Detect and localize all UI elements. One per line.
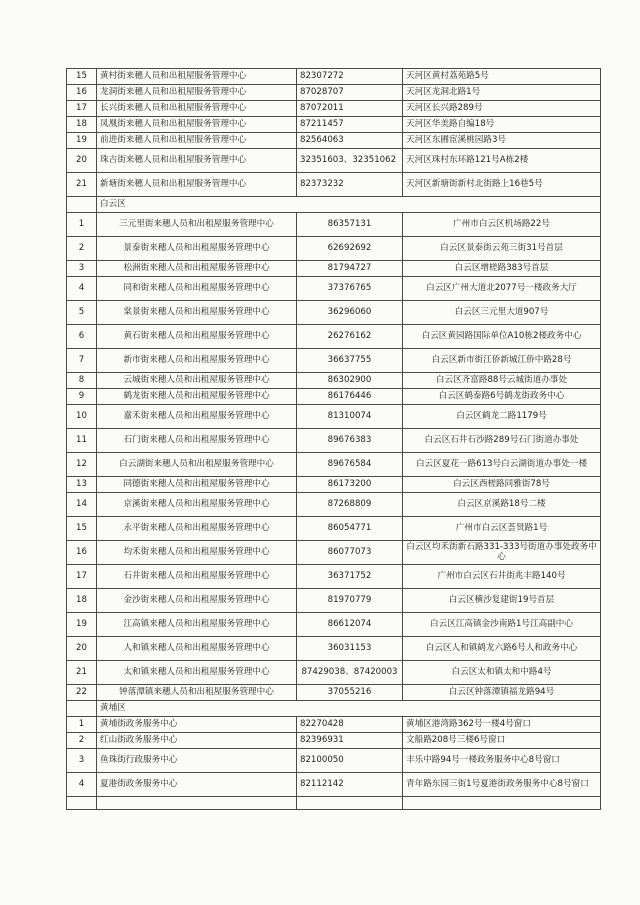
address: 白云区广州大道北2077号一楼政务大厅	[403, 277, 601, 301]
phone: 87268809	[297, 493, 403, 517]
empty-cell	[97, 797, 297, 810]
center-name: 松洲街来穗人员和出租屋服务管理中心	[97, 261, 297, 277]
address: 天河区珠村东环路121号A栋2楼	[403, 149, 601, 173]
table-row	[67, 133, 601, 149]
table-row	[67, 373, 601, 389]
address: 天河区东圃宦溪桃园路3号	[403, 133, 601, 149]
section-spacer	[67, 701, 97, 717]
address: 天河区新塘街新村北街路上16巷5号	[403, 173, 601, 197]
phone: 81310074	[297, 405, 403, 429]
table-row	[67, 717, 601, 733]
document-page	[66, 68, 600, 810]
phone: 86054771	[297, 517, 403, 541]
table-row	[67, 101, 601, 117]
table-row	[67, 685, 601, 701]
address: 广州市白云区机场路22号	[403, 213, 601, 237]
row-number: 4	[67, 773, 97, 797]
row-number: 4	[67, 277, 97, 301]
row-number: 22	[67, 685, 97, 701]
row-number: 9	[67, 389, 97, 405]
phone: 89676383	[297, 429, 403, 453]
center-name: 长兴街来穗人员和出租屋服务管理中心	[97, 101, 297, 117]
center-name: 鹤龙街来穗人员和出租屋服务管理中心	[97, 389, 297, 405]
row-number: 2	[67, 237, 97, 261]
phone: 81970779	[297, 589, 403, 613]
address: 天河区长兴路289号	[403, 101, 601, 117]
phone: 36296060	[297, 301, 403, 325]
center-name: 同和街来穗人员和出租屋服务管理中心	[97, 277, 297, 301]
empty-cell	[297, 797, 403, 810]
table-row	[67, 773, 601, 797]
phone: 82270428	[297, 717, 403, 733]
table-row	[67, 733, 601, 749]
table-row	[67, 637, 601, 661]
row-number: 20	[67, 149, 97, 173]
row-number: 1	[67, 213, 97, 237]
row-number: 7	[67, 349, 97, 373]
table-row	[67, 69, 601, 85]
row-number: 3	[67, 749, 97, 773]
row-number: 3	[67, 261, 97, 277]
row-number: 11	[67, 429, 97, 453]
table-row	[67, 405, 601, 429]
phone: 82396931	[297, 733, 403, 749]
row-number: 2	[67, 733, 97, 749]
phone: 86302900	[297, 373, 403, 389]
address: 白云区景泰街云苑三街31号首层	[403, 237, 601, 261]
row-number: 18	[67, 117, 97, 133]
address: 白云区新市街江侨新城江侨中路28号	[403, 349, 601, 373]
table-row-empty	[67, 797, 601, 810]
address: 白云区鹤龙二路1179号	[403, 405, 601, 429]
phone: 86077073	[297, 541, 403, 565]
tianhe-section	[67, 69, 601, 197]
phone: 81794727	[297, 261, 403, 277]
table-row	[67, 117, 601, 133]
address: 白云区石井石沙路289号石门街道办事处	[403, 429, 601, 453]
row-number: 21	[67, 661, 97, 685]
address: 黄埔区港湾路362号一楼4号窗口	[403, 717, 601, 733]
phone: 87429038、87420003	[297, 661, 403, 685]
huangpu-section	[67, 701, 601, 810]
phone: 89676584	[297, 453, 403, 477]
address: 广州市白云区荟贤路1号	[403, 517, 601, 541]
section-title-huangpu: 黄埔区	[97, 701, 601, 717]
row-number: 10	[67, 405, 97, 429]
phone: 82564063	[297, 133, 403, 149]
address: 白云区鹤泰路6号鹤龙街政务中心	[403, 389, 601, 405]
center-name: 黄石街来穗人员和出租屋服务管理中心	[97, 325, 297, 349]
center-name: 新塘街来穗人员和出租屋服务管理中心	[97, 173, 297, 197]
address: 白云区京溪路18号二楼	[403, 493, 601, 517]
table-row	[67, 613, 601, 637]
center-name: 三元里街来穗人员和出租屋服务管理中心	[97, 213, 297, 237]
address: 天河区黄村荔苑路5号	[403, 69, 601, 85]
row-number: 13	[67, 477, 97, 493]
address: 白云区三元里大道907号	[403, 301, 601, 325]
row-number: 1	[67, 717, 97, 733]
address: 白云区齐富路88号云城街道办事处	[403, 373, 601, 389]
center-name: 龙洞街来穗人员和出租屋服务管理中心	[97, 85, 297, 101]
address: 白云区增槎路383号首层	[403, 261, 601, 277]
table-row	[67, 749, 601, 773]
phone: 32351603、32351062	[297, 149, 403, 173]
address: 白云区均禾街新石路331-333号街道办事处政务中心	[403, 541, 601, 565]
center-name: 棠景街来穗人员和出租屋服务管理中心	[97, 301, 297, 325]
center-name: 夏港街政务服务中心	[97, 773, 297, 797]
row-number: 19	[67, 613, 97, 637]
center-name: 云城街来穗人员和出租屋服务管理中心	[97, 373, 297, 389]
row-number: 21	[67, 173, 97, 197]
phone: 87028707	[297, 85, 403, 101]
phone: 87211457	[297, 117, 403, 133]
table-row	[67, 477, 601, 493]
address: 青年路东园三街1号夏港街政务服务中心8号窗口	[403, 773, 601, 797]
center-name: 人和镇来穗人员和出租屋服务管理中心	[97, 637, 297, 661]
table-row	[67, 517, 601, 541]
center-name: 黄埔街政务服务中心	[97, 717, 297, 733]
row-number: 17	[67, 101, 97, 117]
phone: 37055216	[297, 685, 403, 701]
phone: 87072011	[297, 101, 403, 117]
phone: 82100050	[297, 749, 403, 773]
row-number: 20	[67, 637, 97, 661]
service-center-table	[66, 68, 601, 810]
row-number: 5	[67, 301, 97, 325]
table-row	[67, 173, 601, 197]
phone: 86173200	[297, 477, 403, 493]
phone: 86176446	[297, 389, 403, 405]
address: 白云区人和镇鹤龙六路6号人和政务中心	[403, 637, 601, 661]
center-name: 石井街来穗人员和出租屋服务管理中心	[97, 565, 297, 589]
center-name: 永平街来穗人员和出租屋服务管理中心	[97, 517, 297, 541]
section-header	[67, 701, 601, 717]
row-number: 18	[67, 589, 97, 613]
section-spacer	[67, 197, 97, 213]
center-name: 凤凰街来穗人员和出租屋服务管理中心	[97, 117, 297, 133]
address: 天河区龙洞北路1号	[403, 85, 601, 101]
phone: 82112142	[297, 773, 403, 797]
phone: 62692692	[297, 237, 403, 261]
table-row	[67, 301, 601, 325]
address: 白云区江高镇金沙南路1号江高副中心	[403, 613, 601, 637]
table-row	[67, 85, 601, 101]
address: 白云区夏花一路613号白云湖街道办事处一楼	[403, 453, 601, 477]
center-name: 均禾街来穗人员和出租屋服务管理中心	[97, 541, 297, 565]
empty-cell	[403, 797, 601, 810]
center-name: 新市街来穗人员和出租屋服务管理中心	[97, 349, 297, 373]
table-row	[67, 277, 601, 301]
table-row	[67, 261, 601, 277]
center-name: 江高镇来穗人员和出租屋服务管理中心	[97, 613, 297, 637]
table-row	[67, 389, 601, 405]
center-name: 同德街来穗人员和出租屋服务管理中心	[97, 477, 297, 493]
center-name: 鱼珠街行政服务中心	[97, 749, 297, 773]
row-number: 19	[67, 133, 97, 149]
table-row	[67, 149, 601, 173]
center-name: 珠吉街来穗人员和出租屋服务管理中心	[97, 149, 297, 173]
center-name: 钟落潭镇来穗人员和出租屋服务管理中心	[97, 685, 297, 701]
center-name: 白云湖街来穗人员和出租屋服务管理中心	[97, 453, 297, 477]
center-name: 黄村街来穗人员和出租屋服务管理中心	[97, 69, 297, 85]
baiyun-section	[67, 197, 601, 701]
center-name: 前进街来穗人员和出租屋服务管理中心	[97, 133, 297, 149]
phone: 36031153	[297, 637, 403, 661]
section-title-baiyun: 白云区	[97, 197, 601, 213]
row-number: 14	[67, 493, 97, 517]
row-number: 8	[67, 373, 97, 389]
table-row	[67, 349, 601, 373]
phone: 26276162	[297, 325, 403, 349]
row-number: 15	[67, 69, 97, 85]
table-row	[67, 325, 601, 349]
table-row	[67, 213, 601, 237]
table-row	[67, 493, 601, 517]
row-number: 15	[67, 517, 97, 541]
row-number: 12	[67, 453, 97, 477]
address: 白云区黄园路国际单位A10栋2楼政务中心	[403, 325, 601, 349]
phone: 82307272	[297, 69, 403, 85]
empty-cell	[67, 797, 97, 810]
center-name: 金沙街来穗人员和出租屋服务管理中心	[97, 589, 297, 613]
center-name: 京溪街来穗人员和出租屋服务管理中心	[97, 493, 297, 517]
address: 文船路208号三楼6号窗口	[403, 733, 601, 749]
row-number: 6	[67, 325, 97, 349]
address: 天河区华美路自编18号	[403, 117, 601, 133]
phone: 82373232	[297, 173, 403, 197]
section-header	[67, 197, 601, 213]
table-row	[67, 661, 601, 685]
address: 广州市白云区石井街兆丰路140号	[403, 565, 601, 589]
table-row	[67, 565, 601, 589]
table-row	[67, 453, 601, 477]
table-row	[67, 589, 601, 613]
phone: 86612074	[297, 613, 403, 637]
center-name: 景泰街来穗人员和出租屋服务管理中心	[97, 237, 297, 261]
center-name: 红山街政务服务中心	[97, 733, 297, 749]
center-name: 石门街来穗人员和出租屋服务管理中心	[97, 429, 297, 453]
table-row	[67, 541, 601, 565]
address: 白云区太和镇太和中路4号	[403, 661, 601, 685]
address: 白云区西槎路同雅街78号	[403, 477, 601, 493]
phone: 36371752	[297, 565, 403, 589]
row-number: 17	[67, 565, 97, 589]
row-number: 16	[67, 541, 97, 565]
address: 白云区钟落潭镇福龙路94号	[403, 685, 601, 701]
table-row	[67, 429, 601, 453]
phone: 37376765	[297, 277, 403, 301]
address: 白云区横沙复建街19号首层	[403, 589, 601, 613]
center-name: 太和镇来穗人员和出租屋服务管理中心	[97, 661, 297, 685]
phone: 86357131	[297, 213, 403, 237]
row-number: 16	[67, 85, 97, 101]
center-name: 嘉禾街来穗人员和出租屋服务管理中心	[97, 405, 297, 429]
address: 丰乐中路94号一楼政务服务中心8号窗口	[403, 749, 601, 773]
phone: 36637755	[297, 349, 403, 373]
table-row	[67, 237, 601, 261]
